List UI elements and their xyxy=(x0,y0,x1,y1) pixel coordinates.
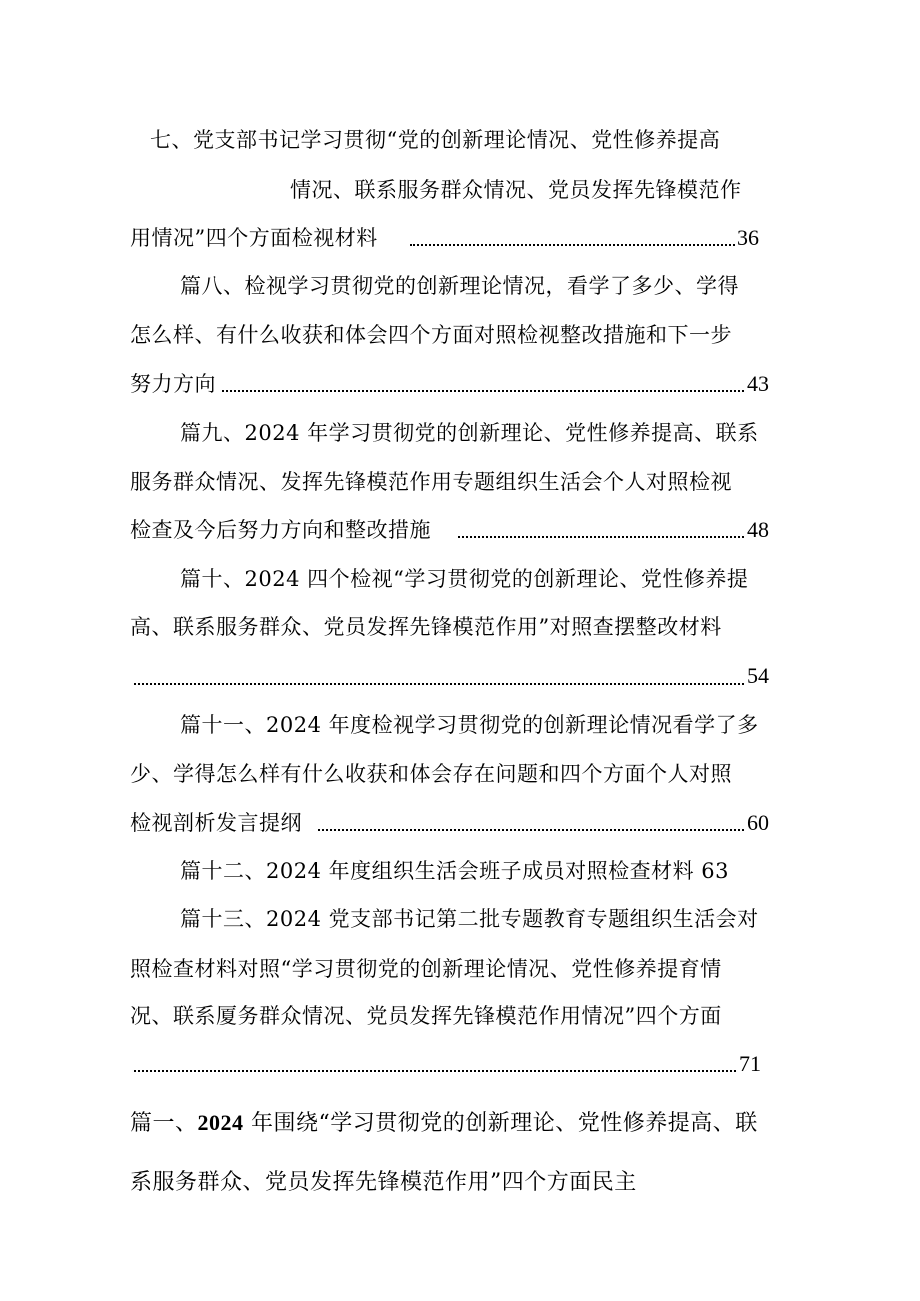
toc-entry-8-line-2: 怎么样、有什么收获和体会四个方面对照检视整改措施和下一步 xyxy=(130,323,732,347)
toc-entry-12-line-1: 篇十二、2024 年度组织生活会班子成员对照检查材料 63 xyxy=(180,859,730,883)
toc-entry-9-line-3: 检查及今后努力方向和整改措施 xyxy=(130,518,431,542)
toc-entry-10-line-1: 篇十、2024 四个检视“学习贯彻党的创新理论、党性修养提 xyxy=(180,567,749,591)
toc-entry-8-line-1: 篇八、检视学习贯彻党的创新理论情况，看学了多少、学得 xyxy=(180,274,739,298)
toc-page-number: 36 xyxy=(737,225,759,250)
toc-entry-11-line-1: 篇十一、2024 年度检视学习贯彻党的创新理论情况看学了多 xyxy=(180,713,759,737)
toc-leader-dots xyxy=(410,244,735,246)
toc-leader-dots xyxy=(222,390,744,392)
body-year: 2024 xyxy=(197,1110,244,1135)
toc-entry-11-line-3: 检视剖析发言提纲 xyxy=(130,811,302,835)
body-paragraph-line-1 xyxy=(130,1110,758,1137)
toc-page-number: 71 xyxy=(739,1051,761,1076)
toc-entry-9-line-2: 服务群众情况、发挥先锋模范作用专题组织生活会个人对照检视 xyxy=(130,470,732,494)
body-text: 年围绕“学习贯彻党的创新理论、党性修养提高、联 xyxy=(243,1111,758,1136)
toc-entry-7-line-2: 情况、联系服务群众情况、党员发挥先锋模范作 xyxy=(290,178,742,202)
toc-entry-13-line-1: 篇十三、2024 党支部书记第二批专题教育专题组织生活会对 xyxy=(180,907,759,931)
toc-entry-7-line-1: 七、党支部书记学习贯彻“党的创新理论情况、党性修养提高 xyxy=(150,128,721,152)
toc-leader-dots xyxy=(134,683,744,685)
toc-entry-10-line-2: 高、联系服务群众、党员发挥先锋模范作用”对照查摆整改材料 xyxy=(130,615,722,639)
toc-entry-13-line-2: 照检查材料对照“学习贯彻党的创新理论情况、党性修养提育情 xyxy=(130,957,722,981)
toc-page-number: 54 xyxy=(747,663,769,688)
toc-leader-dots xyxy=(318,829,744,831)
toc-entry-8-line-3: 努力方向 xyxy=(130,372,216,396)
body-prefix: 篇一、 xyxy=(130,1111,198,1136)
toc-entry-9-line-1: 篇九、2024 年学习贯彻党的创新理论、党性修养提高、联系 xyxy=(180,421,759,445)
toc-leader-dots xyxy=(458,536,744,538)
toc-entry-13-line-3: 况、联系厦务群众情况、党员发挥先锋模范作用情况”四个方面 xyxy=(130,1004,722,1028)
toc-page-number: 48 xyxy=(747,517,769,542)
body-paragraph-line-2: 系服务群众、党员发挥先锋模范作用”四个方面民主 xyxy=(130,1170,637,1195)
toc-leader-dots xyxy=(134,1070,736,1072)
toc-entry-7-line-3: 用情况”四个方面检视材料 xyxy=(130,226,378,250)
toc-page-number: 43 xyxy=(747,371,769,396)
toc-page-number: 60 xyxy=(747,810,769,835)
toc-entry-11-line-2: 少、学得怎么样有什么收获和体会存在问题和四个方面个人对照 xyxy=(130,762,732,786)
